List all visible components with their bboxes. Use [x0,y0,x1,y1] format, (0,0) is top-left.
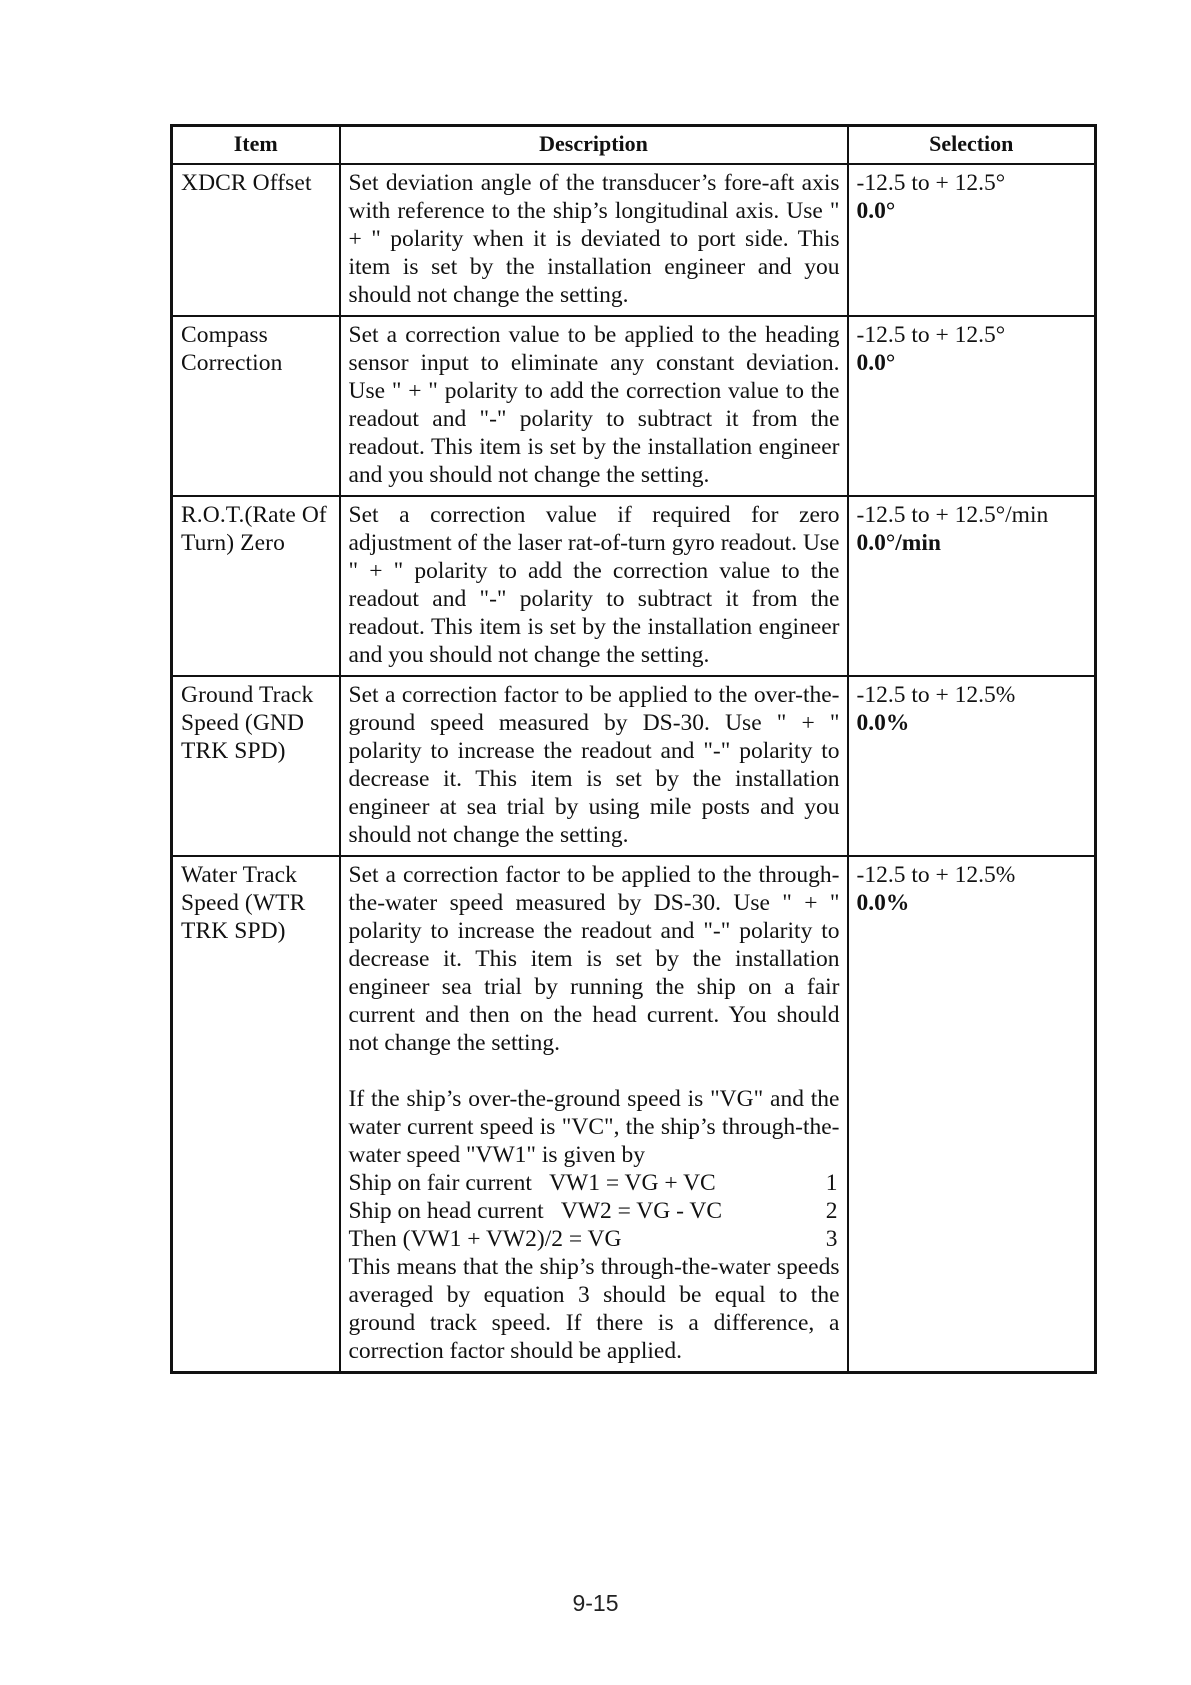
equation-line [349,1197,840,1225]
item-description: Set a correction value if required for zero adjustment of the laser rat-of-turn gyro readout. Use " + " polarity to add the correction value to the readout and "-" polarity to subtract it from the readout. This item is set by the installation engineer and you should not change the setting. [340,496,848,676]
header-selection: Selection [848,126,1096,165]
selection-range: -12.5 to + 12.5% [856,862,1016,888]
item-name: Ground Track Speed (GND TRK SPD) [172,676,340,856]
equation-text: Then (VW1 + VW2)/2 = VG [348,1226,622,1252]
selection-default: 0.0° [856,350,896,376]
header-item: Item [172,126,340,165]
formula-block [349,1085,840,1365]
item-name: XDCR Offset [172,164,340,316]
settings-table [170,124,1097,1374]
table-row-ground-track-speed [172,676,1096,856]
formula-conclusion: This means that the ship’s through-the-water speeds averaged by equation 3 should be equal to the ground track speed. If there is a difference, a correction factor should be applied. [348,1254,840,1364]
equation-text: Ship on fair current VW1 = VG + VC [348,1170,716,1196]
header-description: Description [340,126,848,165]
item-description [340,856,848,1373]
table-row-water-track-speed [172,856,1096,1373]
selection-range: -12.5 to + 12.5% [856,682,1016,708]
item-description: Set a correction factor to be applied to the over-the-ground speed measured by DS-30. Use " + " polarity to increase the readout and "-" polarity to decrease it. This item is set by the installation engineer at sea trial by using mile posts and you should not change the setting. [340,676,848,856]
item-name: Compass Correction [172,316,340,496]
selection-default: 0.0°/min [856,530,941,556]
description-paragraph: Set a correction factor to be applied to the through-the-water speed measured by DS-30. Use " + " polarity to increase the readout and "-" polarity to decrease it. This item is set by the installation engineer sea trial by running the ship on a fair current and then on the head current. You should not change the setting. [348,862,840,1056]
item-selection [848,316,1096,496]
table-row-rot-zero [172,496,1096,676]
item-description: Set deviation angle of the transducer’s fore-aft axis with reference to the ship’s longitudinal axis. Use " + " polarity when it is deviated to port side. This item is set by the installation engineer and you should not change the setting. [340,164,848,316]
equation-text: Ship on head current VW2 = VG - VC [348,1198,723,1224]
equation-number: 1 [825,1170,838,1196]
equation-number: 3 [825,1226,838,1252]
item-selection [848,164,1096,316]
equation-line [349,1169,840,1197]
item-selection [848,496,1096,676]
item-description: Set a correction value to be applied to the heading sensor input to eliminate any constant deviation. Use " + " polarity to add the correction value to the readout and "-" polarity to subtract it from the readout. This item is set by the installation engineer and you should not change the setting. [340,316,848,496]
equation-line [349,1225,840,1253]
equation-number: 2 [825,1198,838,1224]
selection-default: 0.0% [856,710,910,736]
item-selection [848,676,1096,856]
selection-range: -12.5 to + 12.5°/min [856,502,1049,528]
selection-default: 0.0% [856,890,910,916]
table-header-row [172,126,1096,165]
selection-range: -12.5 to + 12.5° [856,170,1006,196]
item-selection [848,856,1096,1373]
formula-intro: If the ship’s over-the-ground speed is "VG" and the water current speed is "VC", the ship’s through-the-water speed "VW1" is given by [348,1086,840,1168]
selection-default: 0.0° [856,198,896,224]
item-name: R.O.T.(Rate Of Turn) Zero [172,496,340,676]
table-row-compass-correction [172,316,1096,496]
table-row-xdcr-offset [172,164,1096,316]
selection-range: -12.5 to + 12.5° [856,322,1006,348]
item-name: Water Track Speed (WTR TRK SPD) [172,856,340,1373]
page-number: 9-15 [572,1590,619,1616]
